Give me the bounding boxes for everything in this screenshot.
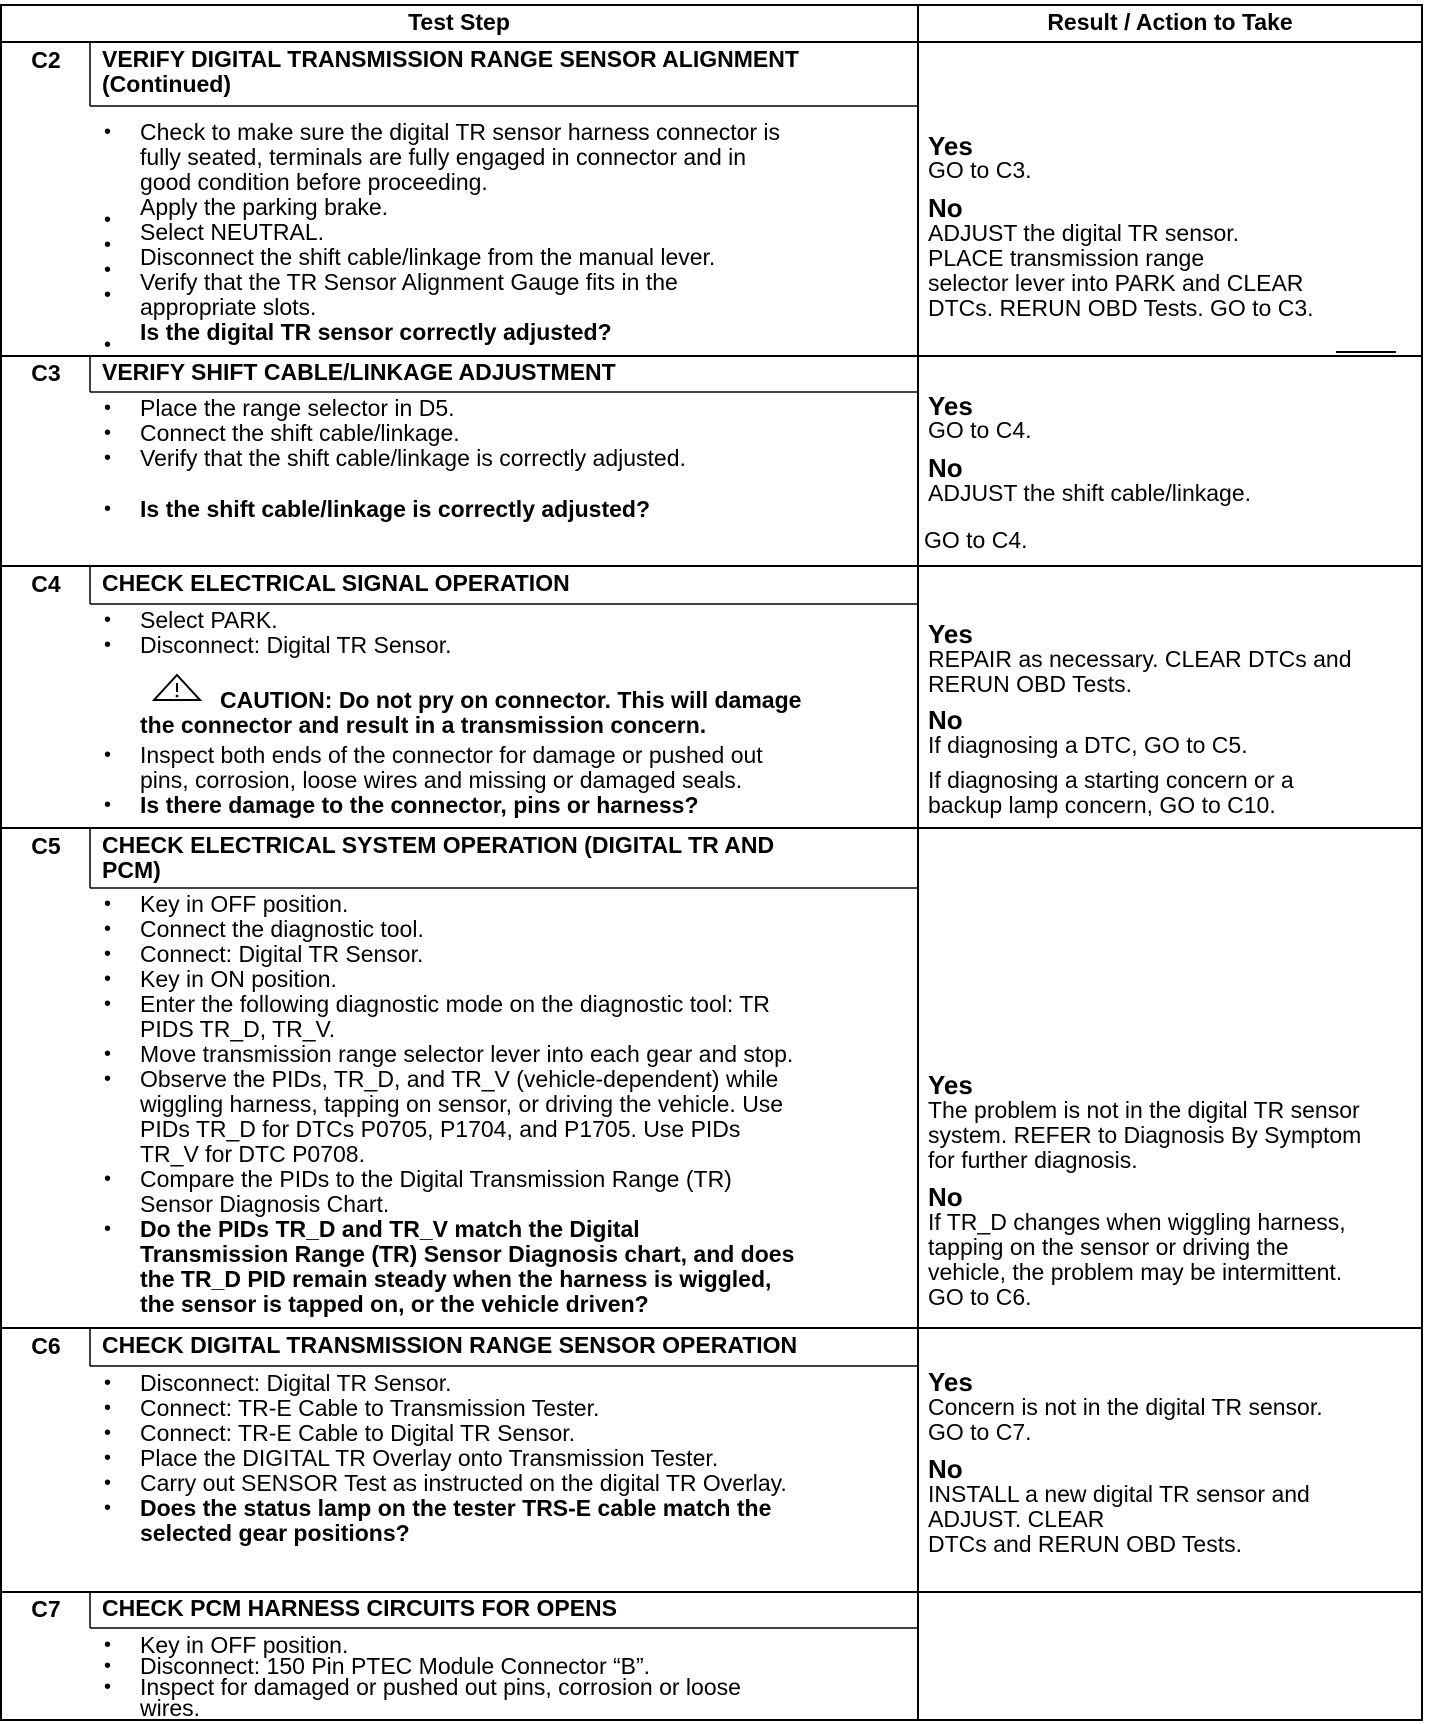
- step-code: C5: [31, 833, 61, 859]
- bullet: •: [104, 634, 112, 656]
- step-line: good condition before proceeding.: [140, 169, 488, 195]
- result-line: GO to C7.: [928, 1419, 1032, 1445]
- bullet: •: [104, 259, 112, 281]
- bullet: •: [104, 1422, 112, 1444]
- bullet: •: [104, 1397, 112, 1419]
- result-line: GO to C4.: [928, 417, 1032, 443]
- bullet: •: [104, 1472, 112, 1494]
- step-line: PIDs TR_D for DTCs P0705, P1704, and P1705. Use PIDs: [140, 1116, 741, 1142]
- bullet: •: [104, 1447, 112, 1469]
- result-line: system. REFER to Diagnosis By Symptom: [928, 1122, 1362, 1148]
- bullet: •: [104, 334, 112, 356]
- step-question: Is the digital TR sensor correctly adjusted?: [140, 319, 612, 345]
- bullet: •: [104, 498, 112, 520]
- bullet: •: [104, 794, 112, 816]
- step-line: Disconnect: Digital TR Sensor.: [140, 1370, 452, 1396]
- step-question: the sensor is tapped on, or the vehicle driven?: [140, 1291, 649, 1317]
- step-title: CHECK PCM HARNESS CIRCUITS FOR OPENS: [102, 1595, 617, 1621]
- step-line: TR_V for DTC P0708.: [140, 1141, 365, 1167]
- step-question: Do the PIDs TR_D and TR_V match the Digital: [140, 1216, 640, 1242]
- header-result: Result / Action to Take: [1047, 9, 1293, 35]
- step-title: CHECK ELECTRICAL SIGNAL OPERATION: [102, 570, 570, 596]
- step-line: Connect: TR-E Cable to Transmission Tester.: [140, 1395, 600, 1421]
- step-title: PCM): [102, 857, 161, 883]
- bullet: •: [104, 744, 112, 766]
- step-question: Transmission Range (TR) Sensor Diagnosis chart, and does: [140, 1241, 795, 1267]
- warning-triangle-icon: [152, 673, 202, 703]
- bullet: •: [104, 993, 112, 1015]
- result-no: No: [928, 705, 963, 735]
- header-test-step: Test Step: [408, 9, 510, 35]
- result-line: PLACE transmission range: [928, 245, 1205, 271]
- bullet: •: [104, 447, 112, 469]
- caution-text: CAUTION: Do not pry on connector. This will damage: [220, 687, 802, 713]
- result-line: INSTALL a new digital TR sensor and: [928, 1481, 1310, 1507]
- step-line: Connect the shift cable/linkage.: [140, 420, 460, 446]
- result-line: If diagnosing a starting concern or a: [928, 767, 1294, 793]
- step-code: C7: [31, 1596, 61, 1622]
- result-line: GO to C4.: [924, 527, 1028, 553]
- bullet: •: [104, 1218, 112, 1240]
- step-line: Key in OFF position.: [140, 891, 349, 917]
- result-line: GO to C6.: [928, 1284, 1032, 1310]
- result-line: tapping on the sensor or driving the: [928, 1234, 1289, 1260]
- step-line: fully seated, terminals are fully engaged in connector and in: [140, 144, 747, 170]
- bullet: •: [104, 1168, 112, 1190]
- bullet: •: [104, 609, 112, 631]
- step-line: Inspect for damaged or pushed out pins, corrosion or loose: [140, 1674, 741, 1700]
- bullet: •: [104, 918, 112, 940]
- bullet: •: [104, 1497, 112, 1519]
- step-question: the TR_D PID remain steady when the harness is wiggled,: [140, 1266, 772, 1292]
- step-line: Apply the parking brake.: [140, 194, 389, 220]
- step-line: Connect the diagnostic tool.: [140, 916, 424, 942]
- step-line: wires.: [140, 1695, 201, 1721]
- result-yes: Yes: [928, 391, 973, 421]
- result-line: ADJUST the digital TR sensor.: [928, 220, 1240, 246]
- result-line: selector lever into PARK and CLEAR: [928, 270, 1304, 296]
- step-line: Sensor Diagnosis Chart.: [140, 1191, 390, 1217]
- step-line: Place the range selector in D5.: [140, 395, 455, 421]
- step-title: CHECK ELECTRICAL SYSTEM OPERATION (DIGITAL TR AND: [102, 832, 775, 858]
- bullet: •: [104, 1043, 112, 1065]
- bullet: •: [104, 1676, 112, 1698]
- bullet: •: [104, 422, 112, 444]
- step-line: Verify that the shift cable/linkage is correctly adjusted.: [140, 445, 686, 471]
- result-yes: Yes: [928, 131, 973, 161]
- result-line: DTCs and RERUN OBD Tests.: [928, 1531, 1242, 1557]
- step-line: Inspect both ends of the connector for damage or pushed out: [140, 742, 763, 768]
- caution-text: the connector and result in a transmission concern.: [140, 712, 707, 738]
- bullet: •: [104, 397, 112, 419]
- bullet: •: [104, 284, 112, 306]
- step-question: Is there damage to the connector, pins or harness?: [140, 792, 699, 818]
- bullet: •: [104, 1655, 112, 1677]
- result-no: No: [928, 1182, 963, 1212]
- step-question: Is the shift cable/linkage is correctly adjusted?: [140, 496, 650, 522]
- step-code: C4: [31, 571, 61, 597]
- step-line: PIDS TR_D, TR_V.: [140, 1016, 336, 1042]
- step-line: wiggling harness, tapping on sensor, or driving the vehicle. Use: [140, 1091, 784, 1117]
- step-line: Place the DIGITAL TR Overlay onto Transmission Tester.: [140, 1445, 719, 1471]
- step-code: C2: [31, 47, 61, 73]
- result-line: If diagnosing a DTC, GO to C5.: [928, 732, 1248, 758]
- bullet: •: [104, 893, 112, 915]
- step-line: Connect: Digital TR Sensor.: [140, 941, 424, 967]
- result-yes: Yes: [928, 1367, 973, 1397]
- bullet: •: [104, 1634, 112, 1656]
- step-title: VERIFY DIGITAL TRANSMISSION RANGE SENSOR ALIGNMENT: [102, 46, 799, 72]
- step-line: Verify that the TR Sensor Alignment Gauge fits in the: [140, 269, 678, 295]
- step-line: Select PARK.: [140, 607, 278, 633]
- step-line: Connect: TR-E Cable to Digital TR Sensor.: [140, 1420, 576, 1446]
- bullet: •: [104, 121, 112, 143]
- step-question: selected gear positions?: [140, 1520, 410, 1546]
- result-line: RERUN OBD Tests.: [928, 671, 1133, 697]
- step-title: (Continued): [102, 71, 232, 97]
- step-title: VERIFY SHIFT CABLE/LINKAGE ADJUSTMENT: [102, 359, 616, 385]
- bullet: •: [104, 943, 112, 965]
- result-line: Concern is not in the digital TR sensor.: [928, 1394, 1323, 1420]
- bullet: •: [104, 234, 112, 256]
- bullet: •: [104, 1372, 112, 1394]
- result-line: If TR_D changes when wiggling harness,: [928, 1209, 1346, 1235]
- step-line: Carry out SENSOR Test as instructed on the digital TR Overlay.: [140, 1470, 787, 1496]
- result-line: REPAIR as necessary. CLEAR DTCs and: [928, 646, 1352, 672]
- result-line: The problem is not in the digital TR sensor: [928, 1097, 1360, 1123]
- result-no: No: [928, 193, 963, 223]
- step-line: Observe the PIDs, TR_D, and TR_V (vehicle-dependent) while: [140, 1066, 779, 1092]
- step-line: Disconnect the shift cable/linkage from the manual lever.: [140, 244, 716, 270]
- result-line: GO to C3.: [928, 157, 1032, 183]
- step-line: Disconnect: 150 Pin PTEC Module Connector “B”.: [140, 1653, 651, 1679]
- bullet: •: [104, 209, 112, 231]
- step-line: Compare the PIDs to the Digital Transmission Range (TR): [140, 1166, 732, 1192]
- step-line: Key in ON position.: [140, 966, 337, 992]
- result-yes: Yes: [928, 619, 973, 649]
- result-line: for further diagnosis.: [928, 1147, 1138, 1173]
- step-code: C3: [31, 360, 61, 386]
- result-line: ADJUST. CLEAR: [928, 1506, 1105, 1532]
- step-line: Key in OFF position.: [140, 1632, 349, 1658]
- result-line: backup lamp concern, GO to C10.: [928, 792, 1276, 818]
- result-line: vehicle, the problem may be intermittent.: [928, 1259, 1343, 1285]
- step-line: pins, corrosion, loose wires and missing or damaged seals.: [140, 767, 743, 793]
- result-yes: Yes: [928, 1070, 973, 1100]
- step-line: Select NEUTRAL.: [140, 219, 325, 245]
- result-no: No: [928, 453, 963, 483]
- step-line: Move transmission range selector lever into each gear and stop.: [140, 1041, 794, 1067]
- step-question: Does the status lamp on the tester TRS-E cable match the: [140, 1495, 772, 1521]
- result-no: No: [928, 1454, 963, 1484]
- step-line: Check to make sure the digital TR sensor harness connector is: [140, 119, 781, 145]
- step-title: CHECK DIGITAL TRANSMISSION RANGE SENSOR OPERATION: [102, 1332, 798, 1358]
- step-code: C6: [31, 1333, 61, 1359]
- step-line: appropriate slots.: [140, 294, 317, 320]
- step-line: Enter the following diagnostic mode on the diagnostic tool: TR: [140, 991, 770, 1017]
- result-line: DTCs. RERUN OBD Tests. GO to C3.: [928, 295, 1314, 321]
- result-line: ADJUST the shift cable/linkage.: [928, 480, 1252, 506]
- step-line: Disconnect: Digital TR Sensor.: [140, 632, 452, 658]
- bullet: •: [104, 968, 112, 990]
- bullet: •: [104, 1068, 112, 1090]
